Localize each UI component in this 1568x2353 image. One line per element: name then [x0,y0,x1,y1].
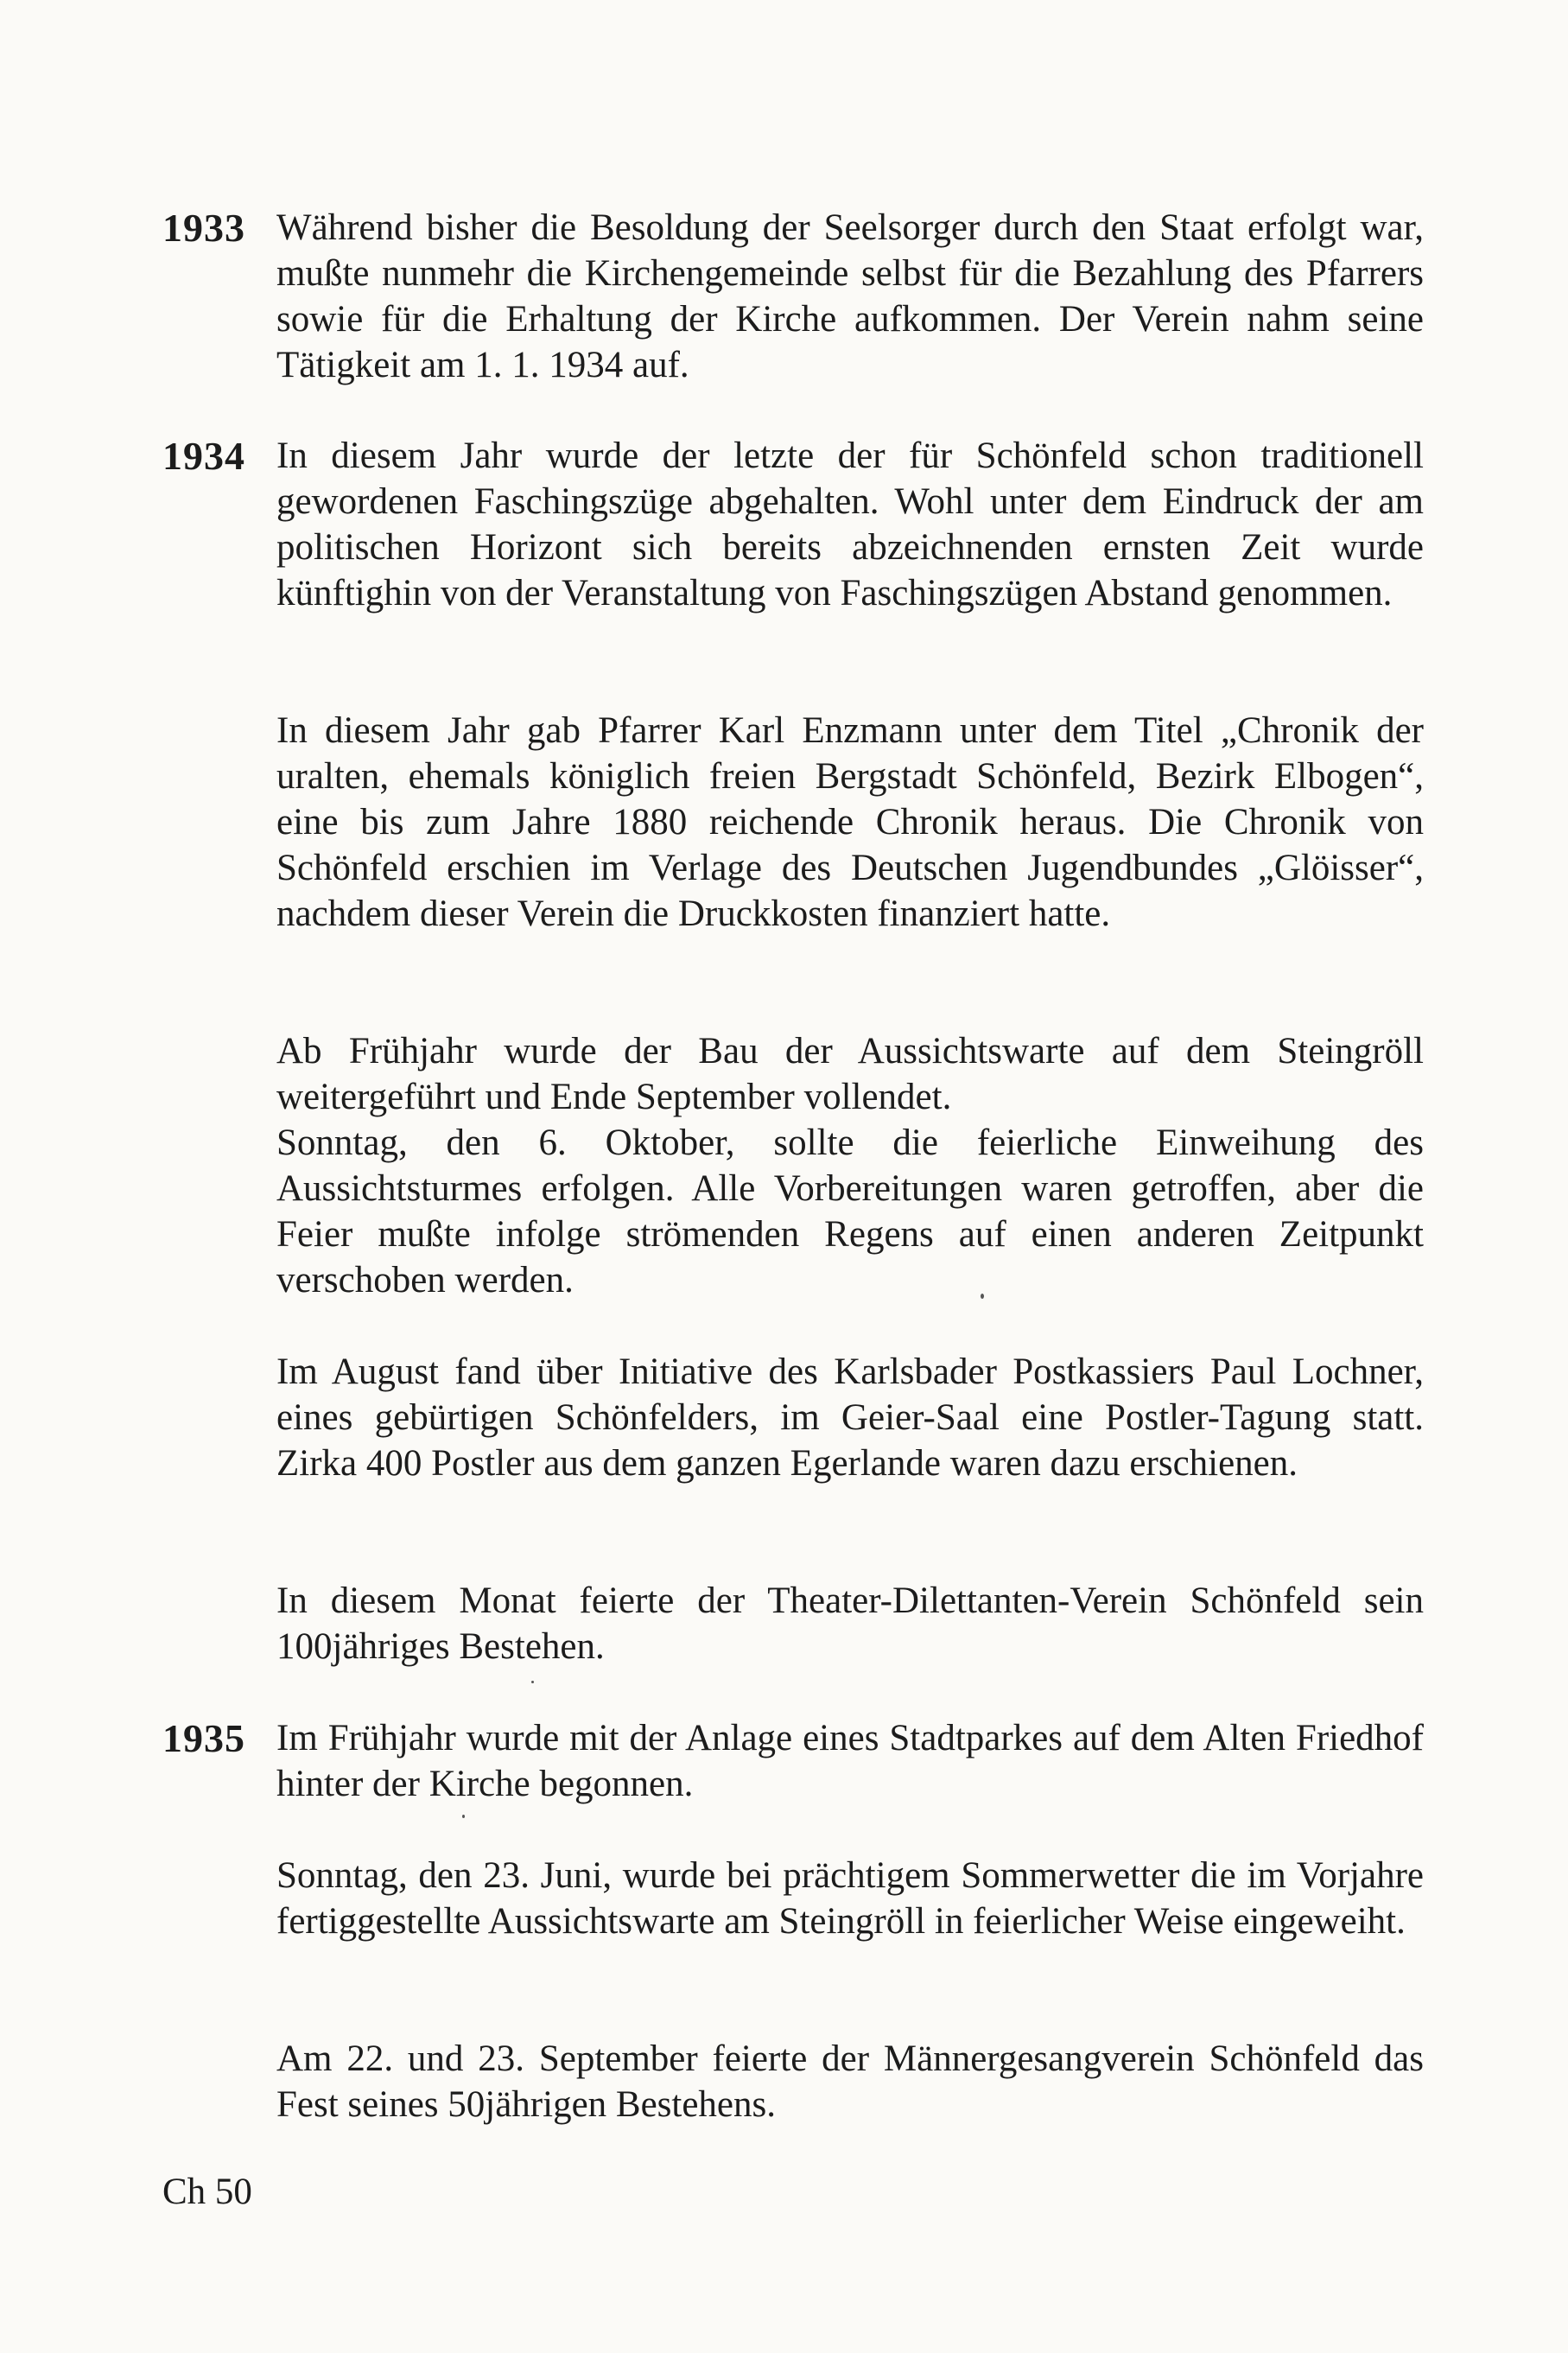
paragraph: Im Frühjahr wurde mit der Anlage eines Stadtparkes auf dem Alten Friedhof hinter der Kirche begonnen. [276,1718,1424,1804]
paragraph: Am 22. und 23. September feierte der Männergesangverein Schönfeld das Fest seines 50jährigen Bestehens. [276,2038,1424,2125]
year-label: 1933 [162,206,245,250]
page-number: Ch 50 [162,2172,252,2212]
paragraph: In diesem Monat feierte der Theater-Dilettanten-Verein Schönfeld sein 100jähriges Bestehen. [276,1580,1424,1667]
year-label: 1934 [162,434,245,478]
paragraph: Im August fand über Initiative des Karlsbader Postkassiers Paul Lochner, eines gebürtigen Schönfelders, im Geier-Saal eine Postler-Tagung statt. Zirka 400 Postler aus dem ganzen Egerlande waren dazu erschienen. [276,1351,1424,1484]
paper-speck [531,1681,534,1683]
paragraph: Sonntag, den 23. Juni, wurde bei prächtigem Sommerwetter die im Vorjahre fertiggestellte Aussichtswarte am Steingröll in feierlicher Weise eingeweiht. [276,1855,1424,1942]
paper-speck [981,1294,984,1299]
paragraph: Sonntag, den 6. Oktober, sollte die feierliche Einweihung des Aussichtsturmes erfolgen. Alle Vorbereitungen waren getroffen, aber die Feier mußte infolge strömenden Regens auf einen anderen Zeitpunkt verschoben werden. [276,1122,1424,1301]
paragraph: In diesem Jahr wurde der letzte der für Schönfeld schon traditionell gewordenen Faschingszüge abgehalten. Wohl unter dem Eindruck der am politischen Horizont sich bereits abzeichnenden ernsten Zeit wurde künftighin von der Veranstaltung von Faschingszügen Abstand genommen. [276,436,1424,614]
paragraph: Während bisher die Besoldung der Seelsorger durch den Staat erfolgt war, mußte nunmehr die Kirchengemeinde selbst für die Bezahlung des Pfarrers sowie für die Erhaltung der Kirche aufkommen. Der Verein nahm seine Tätigkeit am 1. 1. 1934 auf. [276,207,1424,385]
paper-speck [462,1815,465,1818]
paragraph: In diesem Jahr gab Pfarrer Karl Enzmann unter dem Titel „Chronik der uralten, ehemals königlich freien Bergstadt Schönfeld, Bezirk Elbogen“, eine bis zum Jahre 1880 reichende Chronik heraus. Die Chronik von Schönfeld erschien im Verlage des Deutschen Jugendbundes „Glöisser“, nachdem dieser Verein die Druckkosten finanziert hatte. [276,710,1424,934]
year-label: 1935 [162,1716,245,1760]
paragraph: Ab Frühjahr wurde der Bau der Aussichtswarte auf dem Steingröll weitergeführt und Ende September vollendet. [276,1031,1424,1117]
